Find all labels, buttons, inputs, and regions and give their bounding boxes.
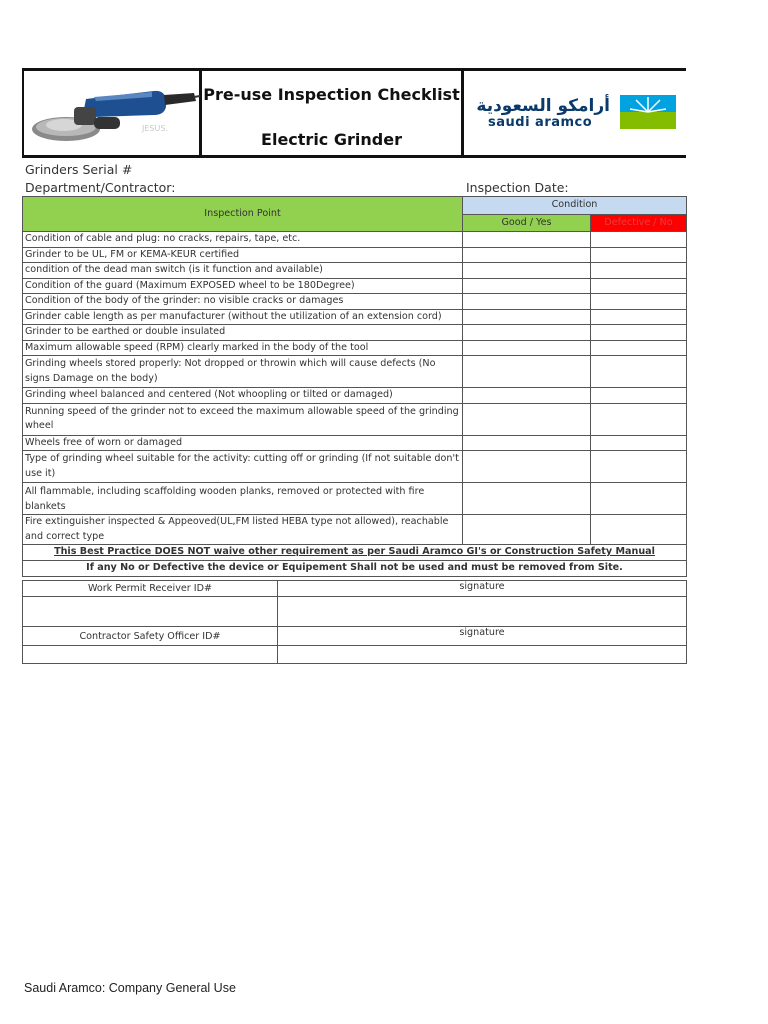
- aramco-star-icon: [620, 95, 676, 129]
- good-cell[interactable]: [463, 515, 591, 545]
- best-practice-note: This Best Practice DOES NOT waive other requirement as per Saudi Aramco GI's or Construction Safety Manual: [23, 545, 687, 561]
- inspection-point: Grinder to be UL, FM or KEMA-KEUR certified: [23, 247, 463, 263]
- inspection-table: [22, 196, 687, 577]
- defective-cell[interactable]: [591, 340, 687, 356]
- department-label: Department/Contractor:: [25, 180, 176, 195]
- good-yes-header: Good / Yes: [463, 215, 591, 232]
- inspection-point: Type of grinding wheel suitable for the activity: cutting off or grinding (If not suitable don't use it): [23, 451, 463, 483]
- grinder-image: [24, 71, 202, 155]
- good-cell[interactable]: [463, 325, 591, 341]
- defective-cell[interactable]: [591, 388, 687, 404]
- good-cell[interactable]: [463, 483, 591, 515]
- defective-cell[interactable]: [591, 247, 687, 263]
- inspection-point: Wheels free of worn or damaged: [23, 435, 463, 451]
- defective-cell[interactable]: [591, 451, 687, 483]
- good-cell[interactable]: [463, 403, 591, 435]
- defective-cell[interactable]: [591, 263, 687, 279]
- inspection-point: Grinding wheels stored properly: Not dropped or throwin which will cause defects (No signs Damage on the body): [23, 356, 463, 388]
- good-cell[interactable]: [463, 356, 591, 388]
- inspection-point: Grinder cable length as per manufacturer (without the utilization of an extension cord): [23, 309, 463, 325]
- officer-id-label: Contractor Safety Officer ID#: [23, 627, 278, 646]
- inspection-point-header: Inspection Point: [23, 197, 463, 232]
- condition-header: Condition: [463, 197, 687, 215]
- inspection-point: Grinder to be earthed or double insulated: [23, 325, 463, 341]
- receiver-signature-field[interactable]: [278, 597, 687, 627]
- receiver-id-field[interactable]: [23, 597, 278, 627]
- officer-id-field[interactable]: [23, 646, 278, 664]
- good-cell[interactable]: [463, 232, 591, 248]
- page-title: Pre-use Inspection Checklist: [203, 85, 460, 104]
- defective-cell[interactable]: [591, 356, 687, 388]
- defective-cell[interactable]: [591, 309, 687, 325]
- good-cell[interactable]: [463, 340, 591, 356]
- receiver-id-label: Work Permit Receiver ID#: [23, 581, 278, 597]
- defective-no-header: Defective / No: [591, 215, 687, 232]
- image-watermark: JESUS.: [142, 124, 168, 133]
- good-cell[interactable]: [463, 435, 591, 451]
- title-cell: [202, 71, 464, 155]
- inspection-point: Condition of the body of the grinder: no visible cracks or damages: [23, 294, 463, 310]
- good-cell[interactable]: [463, 388, 591, 404]
- inspection-point: Condition of the guard (Maximum EXPOSED wheel to be 180Degree): [23, 278, 463, 294]
- inspection-point: Maximum allowable speed (RPM) clearly marked in the body of the tool: [23, 340, 463, 356]
- officer-signature-label: signature: [278, 627, 687, 646]
- inspection-point: Grinding wheel balanced and centered (Not whoopling or tilted or damaged): [23, 388, 463, 404]
- defective-cell[interactable]: [591, 325, 687, 341]
- defective-cell[interactable]: [591, 483, 687, 515]
- signature-table: [22, 580, 687, 664]
- good-cell[interactable]: [463, 263, 591, 279]
- inspection-point: Condition of cable and plug: no cracks, repairs, tape, etc.: [23, 232, 463, 248]
- inspection-point: Running speed of the grinder not to exceed the maximum allowable speed of the grinding wheel: [23, 403, 463, 435]
- saudi-aramco-logo: [464, 71, 686, 155]
- page-subtitle: Electric Grinder: [261, 130, 402, 149]
- defective-cell[interactable]: [591, 403, 687, 435]
- inspection-point: Fire extinguisher inspected & Appeoved(UL,FM listed HEBA type not allowed), reachable and correct type: [23, 515, 463, 545]
- serial-label: Grinders Serial #: [25, 162, 133, 177]
- defective-warning-note: If any No or Defective the device or Equipement Shall not be used and must be removed from Site.: [23, 561, 687, 577]
- defective-cell[interactable]: [591, 278, 687, 294]
- good-cell[interactable]: [463, 309, 591, 325]
- inspection-point: All flammable, including scaffolding wooden planks, removed or protected with fire blankets: [23, 483, 463, 515]
- header-block: [22, 68, 686, 158]
- defective-cell[interactable]: [591, 294, 687, 310]
- inspection-point: condition of the dead man switch (is it function and available): [23, 263, 463, 279]
- classification-footer: Saudi Aramco: Company General Use: [24, 981, 236, 995]
- defective-cell[interactable]: [591, 515, 687, 545]
- receiver-signature-label: signature: [278, 581, 687, 597]
- logo-arabic-text: أرامكو السعودية: [476, 96, 610, 116]
- logo-english-text: saudi aramco: [488, 115, 593, 130]
- good-cell[interactable]: [463, 451, 591, 483]
- inspection-date-label: Inspection Date:: [466, 180, 569, 195]
- good-cell[interactable]: [463, 247, 591, 263]
- good-cell[interactable]: [463, 278, 591, 294]
- defective-cell[interactable]: [591, 232, 687, 248]
- defective-cell[interactable]: [591, 435, 687, 451]
- officer-signature-field[interactable]: [278, 646, 687, 664]
- good-cell[interactable]: [463, 294, 591, 310]
